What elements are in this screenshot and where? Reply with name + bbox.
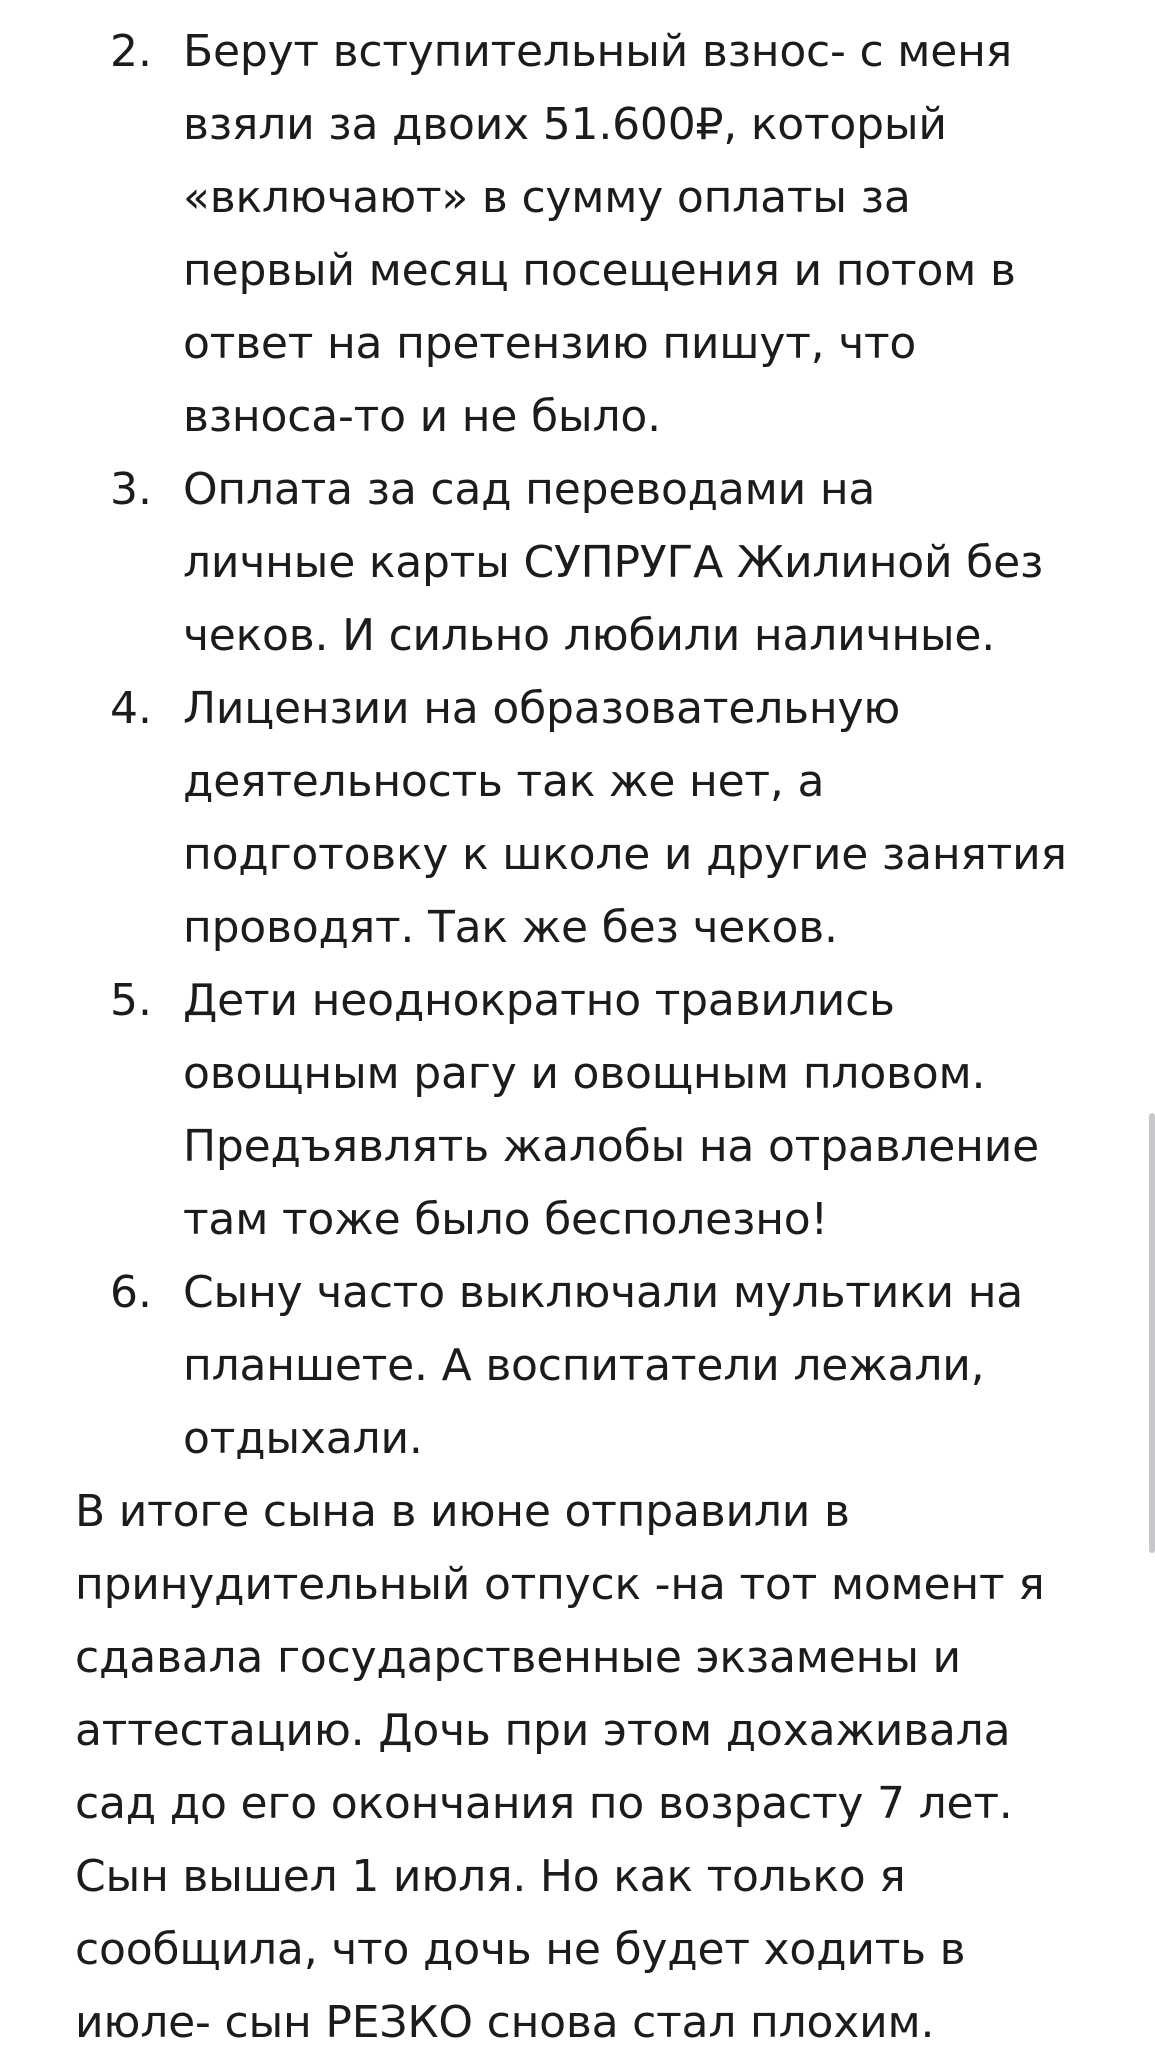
paragraph-line: июле- сын РЕЗКО снова стал плохим. [75,1997,935,2048]
list-item-line: подготовку к школе и другие занятия [183,829,1067,880]
list-item-line: Сыну часто выключали мультики на [183,1267,1024,1318]
list-item-line: личные карты СУПРУГА Жилиной без [183,537,1044,588]
list-item-line: овощным рагу и овощным пловом. [183,1048,986,1099]
list-item-line: взноса-то и не было. [183,391,661,442]
list-number: 3. [110,464,152,515]
list-item-line: Предъявлять жалобы на отравление [183,1121,1039,1172]
list-item-line: проводят. Так же без чеков. [183,902,838,953]
list-item-line: чеков. И сильно любили наличные. [183,610,996,661]
list-number: 2. [110,26,152,77]
list-item-line: Дети неоднократно травились [183,975,895,1026]
list-number: 6. [110,1267,152,1318]
list-item-line: Берут вступительный взнос- с меня [183,26,1012,77]
list-item-line: взяли за двоих 51.600₽, который [183,99,947,150]
list-item-line: отдыхали. [183,1413,423,1464]
list-number: 5. [110,975,152,1026]
list-item-line: планшете. А воспитатели лежали, [183,1340,985,1391]
paragraph-line: принудительный отпуск -на тот момент я [75,1559,1045,1610]
list-item-line: «включают» в сумму оплаты за [183,172,911,223]
list-item-line: ответ на претензию пишут, что [183,318,917,369]
list-item-line: первый месяц посещения и потом в [183,245,1016,296]
list-number: 4. [110,683,152,734]
list-item-line: там тоже было бесполезно! [183,1194,828,1245]
scrollbar[interactable] [1149,1113,1155,1553]
paragraph-line: аттестацию. Дочь при этом дохаживала [75,1705,1011,1756]
paragraph-line: сдавала государственные экзамены и [75,1632,961,1683]
list-item-line: деятельность так же нет, а [183,756,825,807]
list-item-line: Лицензии на образовательную [183,683,901,734]
paragraph-line: В итоге сына в июне отправили в [75,1486,850,1537]
paragraph-line: сад до его окончания по возрасту 7 лет. [75,1778,1013,1829]
list-item-line: Оплата за сад переводами на [183,464,876,515]
paragraph-line: Сын вышел 1 июля. Но как только я [75,1851,906,1902]
paragraph-line: сообщила, что дочь не будет ходить в [75,1924,966,1975]
